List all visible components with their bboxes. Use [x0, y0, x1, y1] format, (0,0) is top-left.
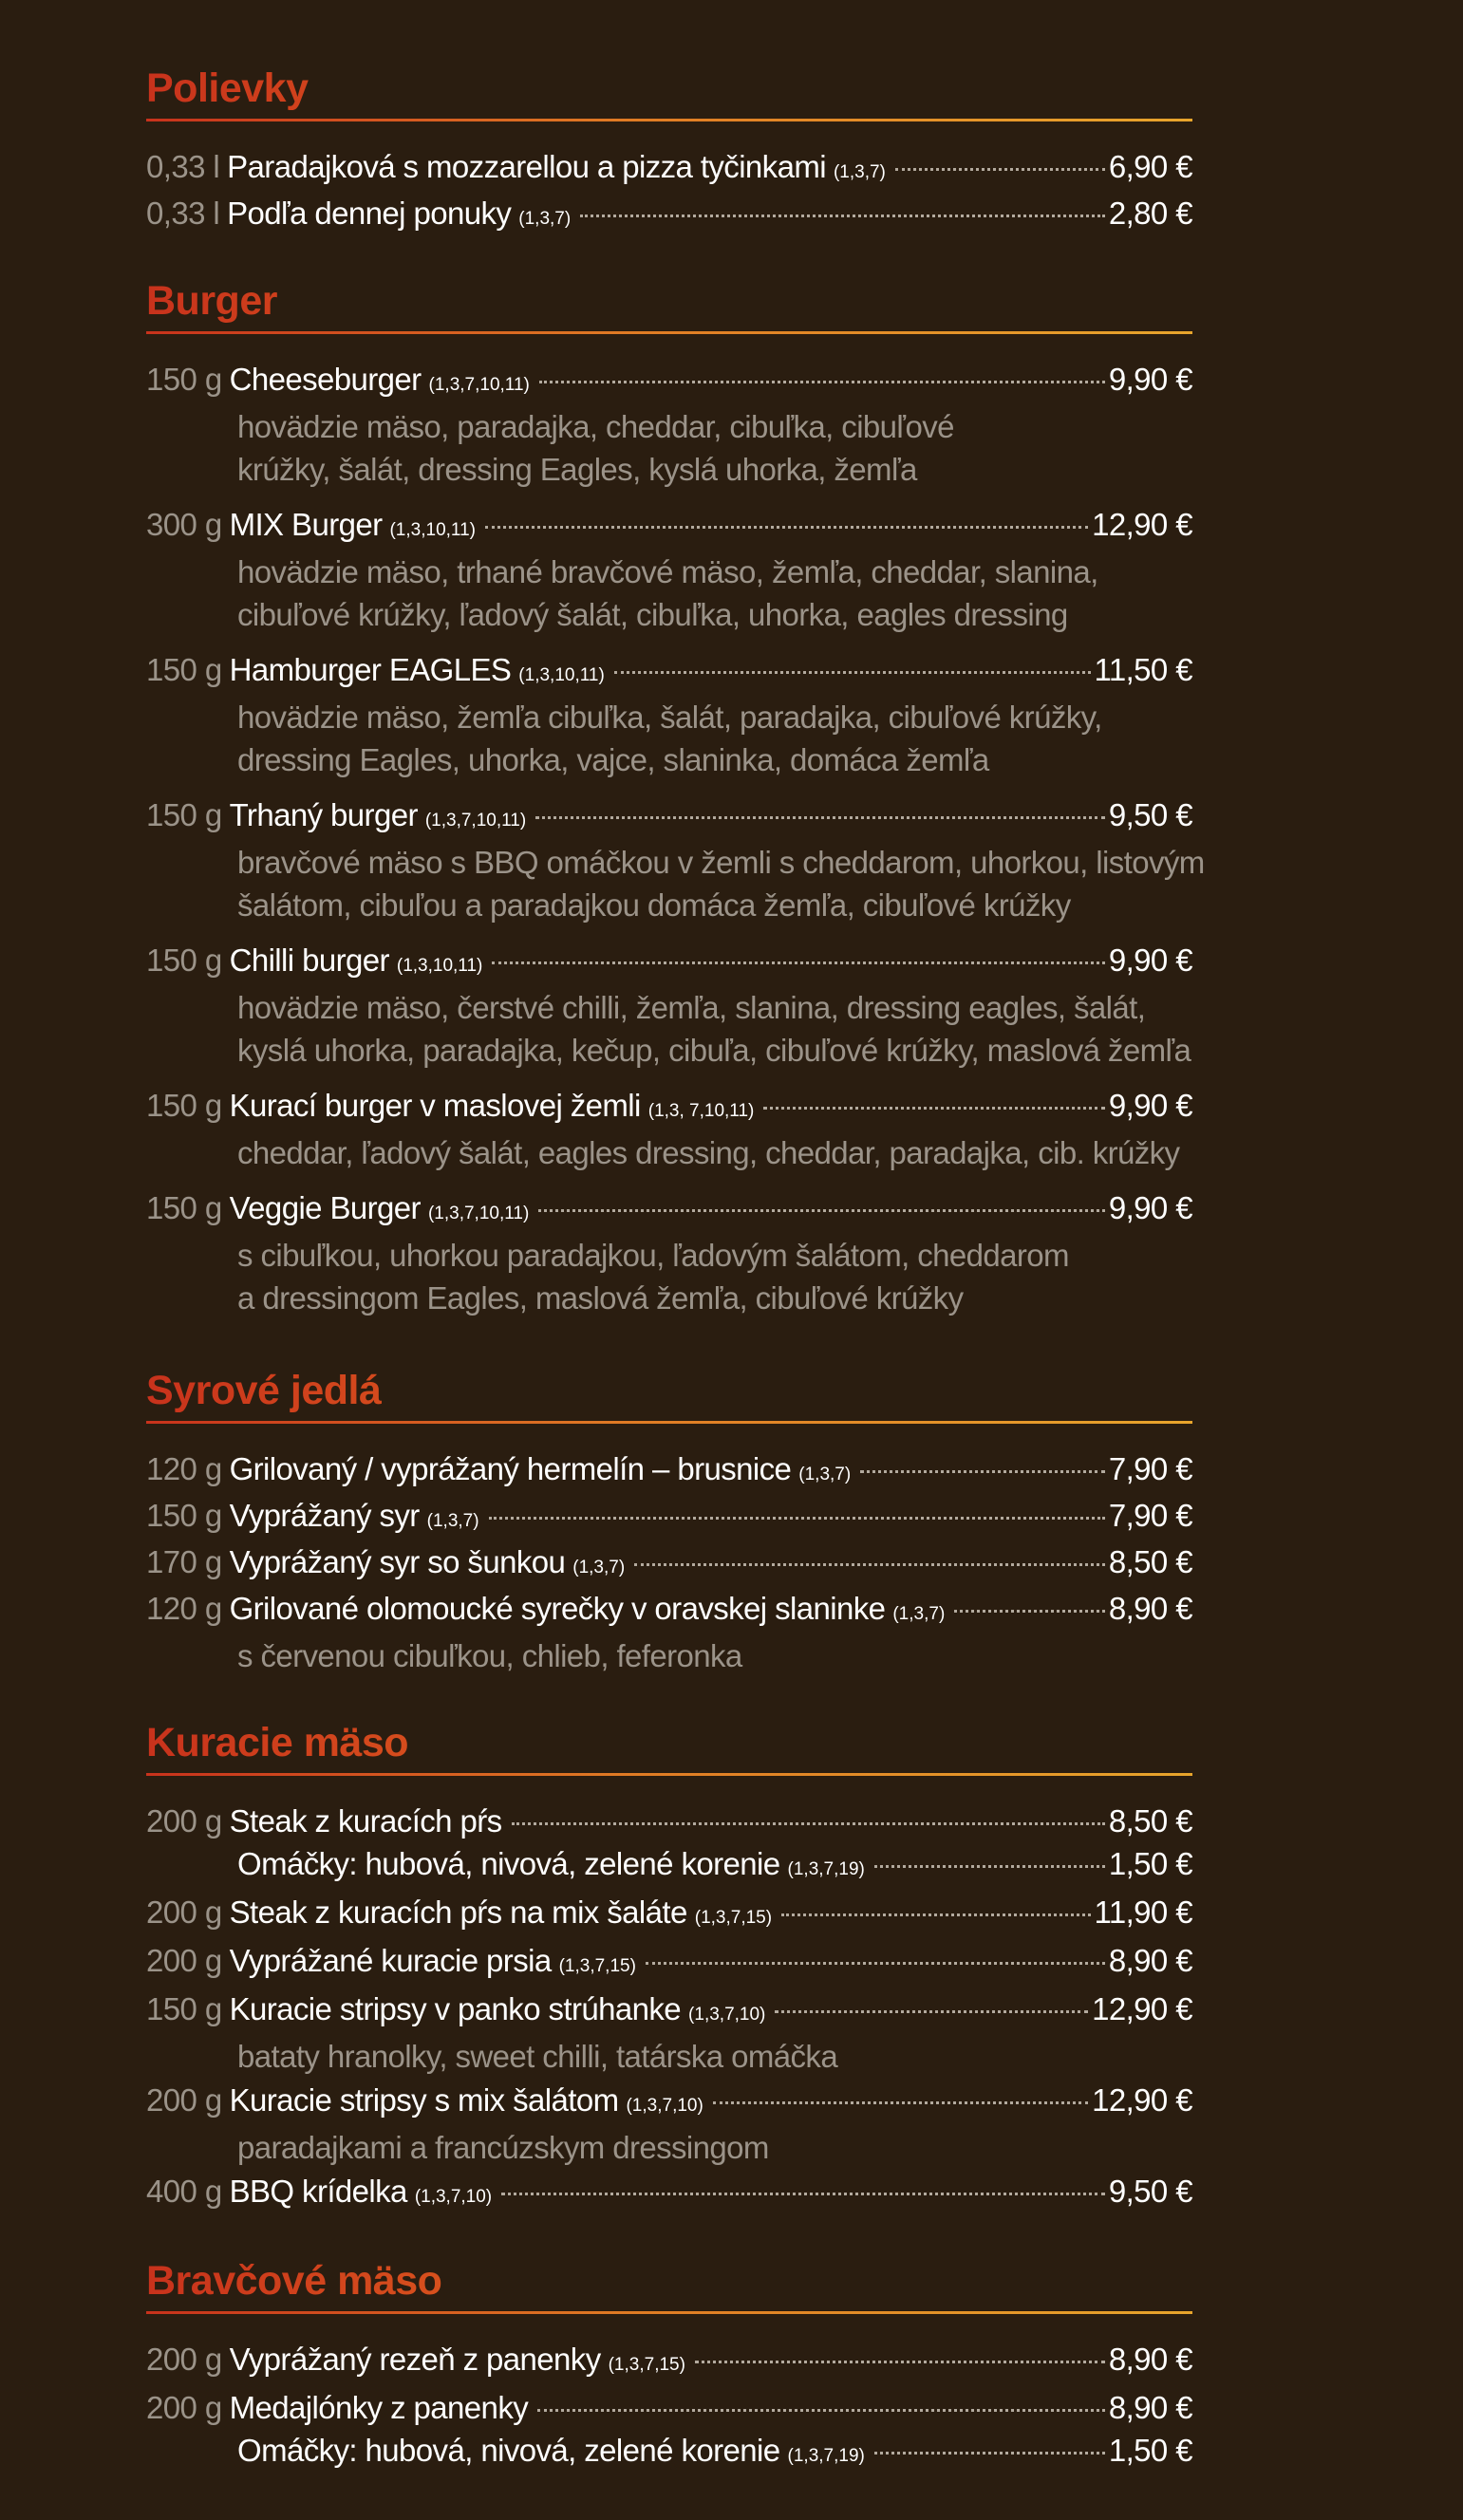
dot-leader — [614, 671, 1091, 674]
menu-item-row — [146, 794, 1192, 841]
menu-section — [146, 65, 1192, 281]
item-allergens: (1,3,7,10) — [626, 2096, 703, 2116]
menu-item-row — [146, 2171, 1192, 2217]
dot-leader — [634, 1563, 1105, 1566]
item-name: Kuracie stripsy v panko strúhanke — [229, 1991, 682, 2026]
section-spacer — [146, 2219, 1192, 2261]
item-name: BBQ krídelka — [229, 2174, 407, 2209]
item-description: krúžky, šalát, dressing Eagles, kyslá uhorka, žemľa — [237, 452, 917, 487]
menu-item — [146, 1495, 1192, 1541]
section-spacer — [146, 1677, 1192, 1723]
item-quantity: 200 g — [146, 2082, 222, 2118]
dot-leader — [895, 168, 1105, 171]
dot-leader — [489, 1517, 1105, 1520]
menu-item — [146, 359, 1192, 491]
menu-item — [146, 1940, 1192, 1987]
menu-item — [146, 2430, 1192, 2476]
item-name: Grilovaný / vyprážaný hermelín – brusnice — [229, 1451, 792, 1486]
item-quantity: 0,33 l — [146, 149, 220, 184]
menu-item — [146, 1187, 1192, 1319]
item-description: bravčové mäso s BBQ omáčkou v žemli s cheddarom, uhorkou, listovým — [237, 845, 1205, 880]
item-allergens: (1,3,7,15) — [694, 1908, 773, 1928]
item-quantity: 150 g — [146, 1498, 222, 1533]
menu-item-row — [146, 1541, 1192, 1588]
item-name: Hamburger EAGLES — [229, 652, 512, 687]
item-allergens: (1,3,7,10,11) — [428, 375, 530, 395]
item-description: cibuľové krúžky, ľadový šalát, cibuľka, uhorka, eagles dressing — [237, 597, 1068, 632]
item-name: Medajlónky z panenky — [229, 2390, 529, 2425]
dot-leader — [538, 1209, 1105, 1212]
item-description: s červenou cibuľkou, chlieb, feferonka — [237, 1638, 742, 1673]
menu-item — [146, 1892, 1192, 1938]
item-quantity: 170 g — [146, 1544, 222, 1579]
item-price: 8,90 € — [1108, 2342, 1192, 2377]
menu-item — [146, 2387, 1192, 2428]
dot-leader — [539, 381, 1105, 383]
menu-item — [146, 2171, 1192, 2217]
item-allergens: (1,3,7) — [798, 1465, 852, 1484]
dot-leader — [775, 2010, 1088, 2013]
menu-item-row — [146, 1801, 1192, 1841]
item-name: Kurací burger v maslovej žemli — [229, 1088, 641, 1123]
section-title: Bravčové mäso — [146, 2261, 1192, 2311]
item-allergens: (1,3,7,10,11) — [424, 811, 527, 831]
item-price: 9,90 € — [1108, 943, 1192, 978]
section-divider — [146, 331, 1192, 334]
menu-item-row — [146, 146, 1192, 193]
item-quantity: 120 g — [146, 1591, 222, 1626]
menu-item-row — [146, 2387, 1192, 2428]
item-price: 12,90 € — [1092, 1991, 1192, 2026]
item-quantity: 150 g — [146, 652, 222, 687]
menu-item — [146, 1085, 1192, 1174]
item-allergens: (1,3,7,19) — [787, 1859, 865, 1879]
menu-item — [146, 1588, 1192, 1677]
item-name: Chilli burger — [229, 943, 389, 978]
menu-item — [146, 193, 1192, 239]
item-price: 2,80 € — [1108, 196, 1192, 231]
menu-section — [146, 1368, 1192, 1723]
item-price: 9,50 € — [1108, 797, 1192, 832]
item-price: 8,50 € — [1108, 1544, 1192, 1579]
item-allergens: (1,3,7,10) — [414, 2187, 493, 2207]
item-description: šalátom, cibuľou a paradajkou domáca žemľa, cibuľové krúžky — [237, 887, 1071, 923]
menu-item-row — [146, 193, 1192, 239]
item-description: paradajkami a francúzskym dressingom — [237, 2130, 769, 2165]
item-allergens: (1,3,10,11) — [518, 665, 605, 685]
item-description: hovädzie mäso, čerstvé chilli, žemľa, slanina, dressing eagles, šalát, — [237, 990, 1146, 1025]
item-quantity: 200 g — [146, 1895, 222, 1930]
item-allergens: (1,3,7) — [426, 1511, 479, 1531]
item-name: Omáčky: hubová, nivová, zelené korenie — [237, 1846, 780, 1881]
section-title: Syrové jedlá — [146, 1371, 1192, 1421]
item-name: Vyprážané kuracie prsia — [229, 1943, 552, 1978]
menu-item-row — [146, 1892, 1192, 1938]
item-description: a dressingom Eagles, maslová žemľa, cibuľové krúžky — [237, 1280, 964, 1316]
dot-leader — [512, 1822, 1105, 1825]
dot-leader — [781, 1913, 1090, 1916]
menu-item-row — [146, 2080, 1192, 2126]
menu-item-row — [146, 940, 1192, 986]
item-price: 8,90 € — [1108, 2390, 1192, 2425]
item-price: 9,90 € — [1108, 1190, 1192, 1225]
item-allergens: (1,3,7,10) — [688, 2005, 766, 2025]
item-allergens: (1,3,7) — [518, 209, 572, 229]
menu-section — [146, 2258, 1192, 2520]
item-price: 1,50 € — [1108, 2433, 1192, 2468]
section-spacer — [146, 2478, 1192, 2520]
item-price: 8,90 € — [1108, 1943, 1192, 1978]
dot-leader — [646, 1962, 1105, 1965]
item-description: cheddar, ľadový šalát, eagles dressing, cheddar, paradajka, cib. krúžky — [237, 1135, 1180, 1170]
menu-item-row — [146, 504, 1192, 551]
item-name: Omáčky: hubová, nivová, zelené korenie — [237, 2433, 780, 2468]
item-name: Cheeseburger — [229, 362, 422, 397]
item-allergens: (1,3,7) — [572, 1558, 626, 1577]
item-quantity: 400 g — [146, 2174, 222, 2209]
item-price: 12,90 € — [1092, 2082, 1192, 2118]
item-price: 12,90 € — [1092, 507, 1192, 542]
menu-item — [146, 2339, 1192, 2385]
item-name: Trhaný burger — [229, 797, 418, 832]
item-price: 11,50 € — [1094, 652, 1192, 687]
item-quantity: 120 g — [146, 1451, 222, 1486]
menu-item-row — [146, 1988, 1192, 2035]
menu-item — [146, 794, 1205, 926]
menu-item-row — [146, 2430, 1192, 2476]
item-price: 11,90 € — [1094, 1895, 1192, 1930]
menu-item — [146, 1541, 1192, 1588]
menu-item-row — [146, 1940, 1192, 1987]
item-name: Steak z kuracích pŕs — [229, 1803, 502, 1839]
item-quantity: 300 g — [146, 507, 222, 542]
dot-leader — [713, 2101, 1088, 2104]
item-allergens: (1,3,10,11) — [396, 956, 483, 976]
dot-leader — [954, 1610, 1105, 1613]
item-description: hovädzie mäso, žemľa cibuľka, šalát, paradajka, cibuľové krúžky, — [237, 700, 1102, 735]
item-description: kyslá uhorka, paradajka, kečup, cibuľa, cibuľové krúžky, maslová žemľa — [237, 1033, 1191, 1068]
item-description: bataty hranolky, sweet chilli, tatárska omáčka — [237, 2039, 838, 2074]
item-allergens: (1,3,7) — [892, 1604, 946, 1624]
item-price: 9,50 € — [1108, 2174, 1192, 2209]
menu-item-row — [146, 649, 1192, 696]
item-allergens: (1,3,7) — [833, 162, 886, 182]
dot-leader — [874, 2452, 1105, 2455]
item-description: s cibuľkou, uhorkou paradajkou, ľadovým šalátom, cheddarom — [237, 1238, 1069, 1273]
dot-leader — [492, 961, 1104, 964]
item-name: Vyprážaný syr — [229, 1498, 420, 1533]
menu-item-row — [146, 1495, 1192, 1541]
menu-item-row — [146, 1843, 1192, 1890]
dot-leader — [695, 2361, 1105, 2363]
item-name: Kuracie stripsy s mix šalátom — [229, 2082, 619, 2118]
menu-item — [146, 2080, 1192, 2169]
dot-leader — [580, 215, 1105, 217]
item-price: 8,90 € — [1108, 1591, 1192, 1626]
menu-item — [146, 1801, 1192, 1841]
item-allergens: (1,3,7,10,11) — [427, 1204, 530, 1223]
item-quantity: 150 g — [146, 943, 222, 978]
item-name: Vyprážaný syr so šunkou — [229, 1544, 566, 1579]
item-quantity: 200 g — [146, 1803, 222, 1839]
menu-item — [146, 1988, 1192, 2078]
item-quantity: 0,33 l — [146, 196, 220, 231]
item-quantity: 200 g — [146, 2390, 222, 2425]
menu-item — [146, 940, 1192, 1072]
menu-item-row — [146, 1588, 1192, 1634]
dot-leader — [535, 816, 1105, 819]
item-name: Vyprážaný rezeň z panenky — [229, 2342, 601, 2377]
dot-leader — [537, 2409, 1105, 2412]
item-quantity: 150 g — [146, 1190, 222, 1225]
item-name: Paradajková s mozzarellou a pizza tyčinkami — [227, 149, 826, 184]
menu-page — [146, 65, 1205, 2520]
section-divider — [146, 1421, 1192, 1424]
section-divider — [146, 1773, 1192, 1776]
item-quantity: 200 g — [146, 2342, 222, 2377]
menu-section — [146, 278, 1205, 1371]
menu-item — [146, 1843, 1192, 1890]
item-quantity: 150 g — [146, 797, 222, 832]
menu-item-row — [146, 1448, 1192, 1495]
item-name: MIX Burger — [229, 507, 383, 542]
item-quantity: 150 g — [146, 362, 222, 397]
item-description: hovädzie mäso, paradajka, cheddar, cibuľka, cibuľové — [237, 409, 954, 444]
dot-leader — [501, 2193, 1105, 2195]
item-name: Steak z kuracích pŕs na mix šaláte — [229, 1895, 687, 1930]
menu-item — [146, 649, 1192, 781]
item-name: Veggie Burger — [229, 1190, 421, 1225]
dot-leader — [874, 1865, 1105, 1868]
item-allergens: (1,3, 7,10,11) — [647, 1101, 755, 1121]
item-name: Grilované olomoucké syrečky v oravskej slaninke — [229, 1591, 886, 1626]
section-spacer — [146, 239, 1192, 281]
item-name: Podľa dennej ponuky — [227, 196, 512, 231]
dot-leader — [485, 526, 1088, 529]
item-allergens: (1,3,10,11) — [389, 520, 476, 540]
menu-item — [146, 504, 1192, 636]
menu-item-row — [146, 1085, 1192, 1131]
item-price: 6,90 € — [1108, 149, 1192, 184]
item-price: 1,50 € — [1108, 1846, 1192, 1881]
menu-item-row — [146, 359, 1192, 405]
item-allergens: (1,3,7,15) — [558, 1956, 636, 1976]
item-price: 9,90 € — [1108, 1088, 1192, 1123]
item-price: 8,50 € — [1108, 1803, 1192, 1839]
dot-leader — [763, 1107, 1104, 1110]
item-allergens: (1,3,7,19) — [787, 2446, 865, 2466]
item-description: hovädzie mäso, trhané bravčové mäso, žemľa, cheddar, slanina, — [237, 554, 1098, 589]
menu-item-row — [146, 2339, 1192, 2385]
item-quantity: 150 g — [146, 1991, 222, 2026]
section-divider — [146, 2311, 1192, 2314]
item-allergens: (1,3,7,15) — [608, 2355, 685, 2375]
section-divider — [146, 119, 1192, 121]
section-title: Burger — [146, 281, 1192, 331]
dot-leader — [860, 1470, 1105, 1473]
item-price: 7,90 € — [1108, 1498, 1192, 1533]
item-description: dressing Eagles, uhorka, vajce, slaninka, domáca žemľa — [237, 742, 989, 777]
section-spacer — [146, 1333, 1192, 1371]
section-title: Kuracie mäso — [146, 1723, 1192, 1773]
menu-item-row — [146, 1187, 1192, 1234]
menu-section — [146, 1720, 1192, 2261]
item-price: 7,90 € — [1108, 1451, 1192, 1486]
item-quantity: 200 g — [146, 1943, 222, 1978]
item-quantity: 150 g — [146, 1088, 222, 1123]
section-title: Polievky — [146, 68, 1192, 119]
menu-item — [146, 1448, 1192, 1495]
menu-item — [146, 146, 1192, 193]
item-price: 9,90 € — [1108, 362, 1192, 397]
